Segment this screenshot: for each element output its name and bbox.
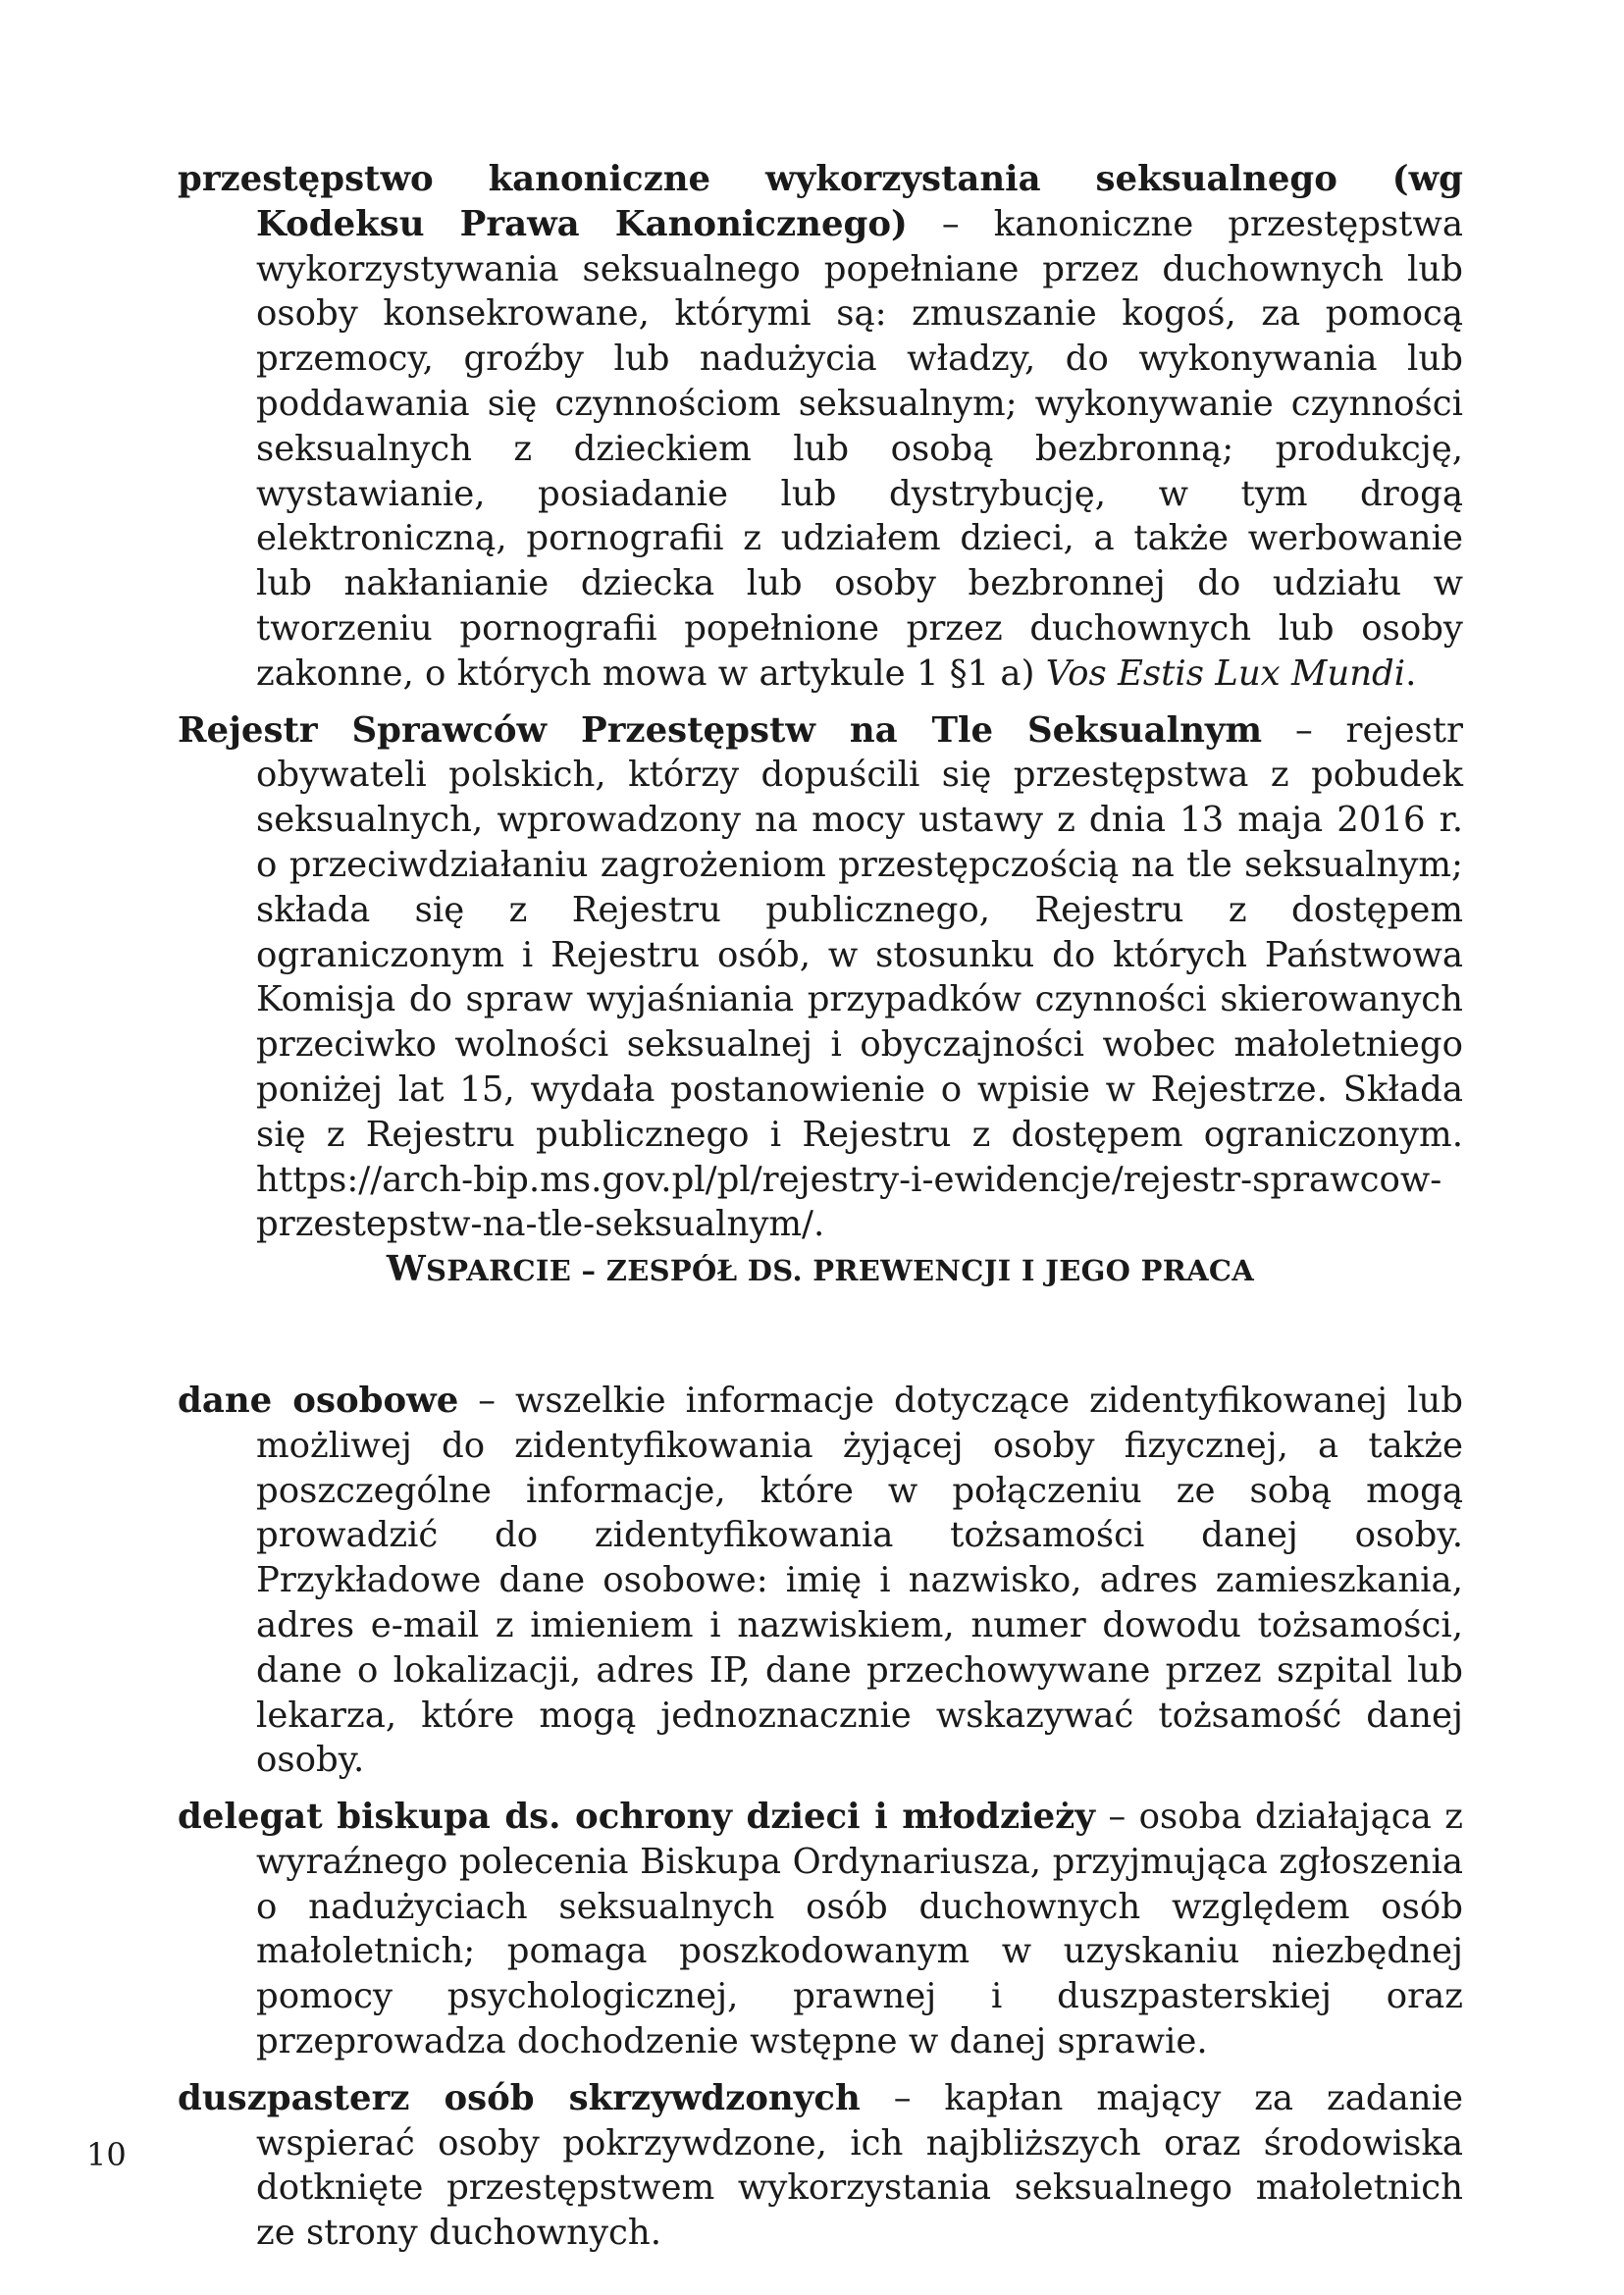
- glossary-term: duszpasterz osób skrzywdzonych: [178, 2077, 861, 2118]
- glossary-definition: – osoba działająca z wyraźnego polecenia Biskupa Ordynariusza, przyjmująca zgłoszenia o nadużyciach seksualnych osób duchownych względem osób małoletnich; pomaga poszkodowanym w uzyskaniu niezbędnej pomocy psychologicznej, prawnej i duszpasterskiej oraz przeprowadza dochodzenie wstępne w danej sprawie.: [256, 1797, 1463, 2062]
- glossary-entry-personal-data: [178, 1379, 1463, 1783]
- definition-tail: .: [1405, 652, 1417, 694]
- glossary-definition: – kapłan mający za zadanie wspierać osoby pokrzywdzone, ich najbliższych oraz środowiska dotknięte przestępstwem wykorzystania seksualnego małoletnich ze strony duchownych.: [256, 2077, 1463, 2254]
- glossary-term: delegat biskupa ds. ochrony dzieci i młodzieży: [178, 1797, 1095, 1838]
- document-page: [178, 157, 1463, 2256]
- section-heading: [178, 1247, 1463, 1294]
- glossary-definition: – wszelkie informacje dotyczące zidentyfikowanej lub możliwej do zidentyfikowania żyjącej osoby fizycznej, a także poszczególne informacje, które w połączeniu ze sobą mogą prowadzić do zidentyfikowania tożsamości danej osoby. Przykładowe dane osobowe: imię i nazwisko, adres zamieszkania, adres e-mail z imieniem i nazwiskiem, numer dowodu tożsamości, dane o lokalizacji, adres IP, dane przechowywane przez szpital lub lekarza, które mogą jednoznacznie wskazywać tożsamość danej osoby.: [256, 1380, 1463, 1781]
- document-citation: Vos Estis Lux Mundi: [1045, 652, 1406, 694]
- glossary-entry-canonical-offence: [178, 157, 1463, 697]
- glossary-definition: – rejestr obywateli polskich, którzy dopuścili się przestępstwa z pobudek seksualnych, wprowadzony na mocy ustawy z dnia 13 maja 2016 r. o przeciwdziałaniu zagrożeniom przestępczością na tle seksualnym; składa się z Rejestru publicznego, Rejestru z dostępem ograniczonym i Rejestru osób, w stosunku do których Państwowa Komisja do spraw wyjaśniania przypadków czynności skierowanych przeciwko wolności seksualnej i obyczajności wobec małoletniego poniżej lat 15, wydała postanowienie o wpisie w Rejestrze. Składa się z Rejestru publicznego i Rejestru z dostępem ograniczonym. https://arch-bip.ms.gov.pl/pl/rejestry-i-ewidencje/rejestr-sprawcow-przestepstw-na-tle-seksualnym/.: [256, 709, 1463, 1245]
- glossary-term: przestępstwo kanoniczne wykorzystania seksualnego (wg Kodeksu Prawa Kanonicznego): [178, 159, 1463, 244]
- section-heading-rest: SPARCIE – ZESPÓŁ DS. PREWENCJI I JEGO PRACA: [426, 1254, 1255, 1288]
- glossary-entry-bishop-delegate: [178, 1795, 1463, 2064]
- glossary-definition: – kanoniczne przestępstwa wykorzystywania seksualnego popełniane przez duchownych lub osoby konsekrowane, którymi są: zmuszanie kogoś, za pomocą przemocy, groźby lub nadużycia władzy, do wykonywania lub poddawania się czynnościom seksualnym; wykonywanie czynności seksualnych z dzieckiem lub osobą bezbronną; produkcję, wystawianie, posiadanie lub dystrybucję, w tym drogą elektroniczną, pornografii z udziałem dzieci, a także werbowanie lub nakłanianie dziecka lub osoby bezbronnej do udziału w tworzeniu pornografii popełnione przez duchownych lub osoby zakonne, o których mowa w artykule 1 §1 a): [256, 203, 1463, 694]
- glossary-entry-offender-register: [178, 708, 1463, 1248]
- glossary-term: Rejestr Sprawców Przestępstw na Tle Seksualnym: [178, 709, 1263, 751]
- glossary-entry-pastor-for-victims: [178, 2076, 1463, 2256]
- glossary-term: dane osobowe: [178, 1380, 459, 1421]
- section-heading-initial: W: [386, 1249, 427, 1290]
- page-number: 10: [86, 2136, 127, 2173]
